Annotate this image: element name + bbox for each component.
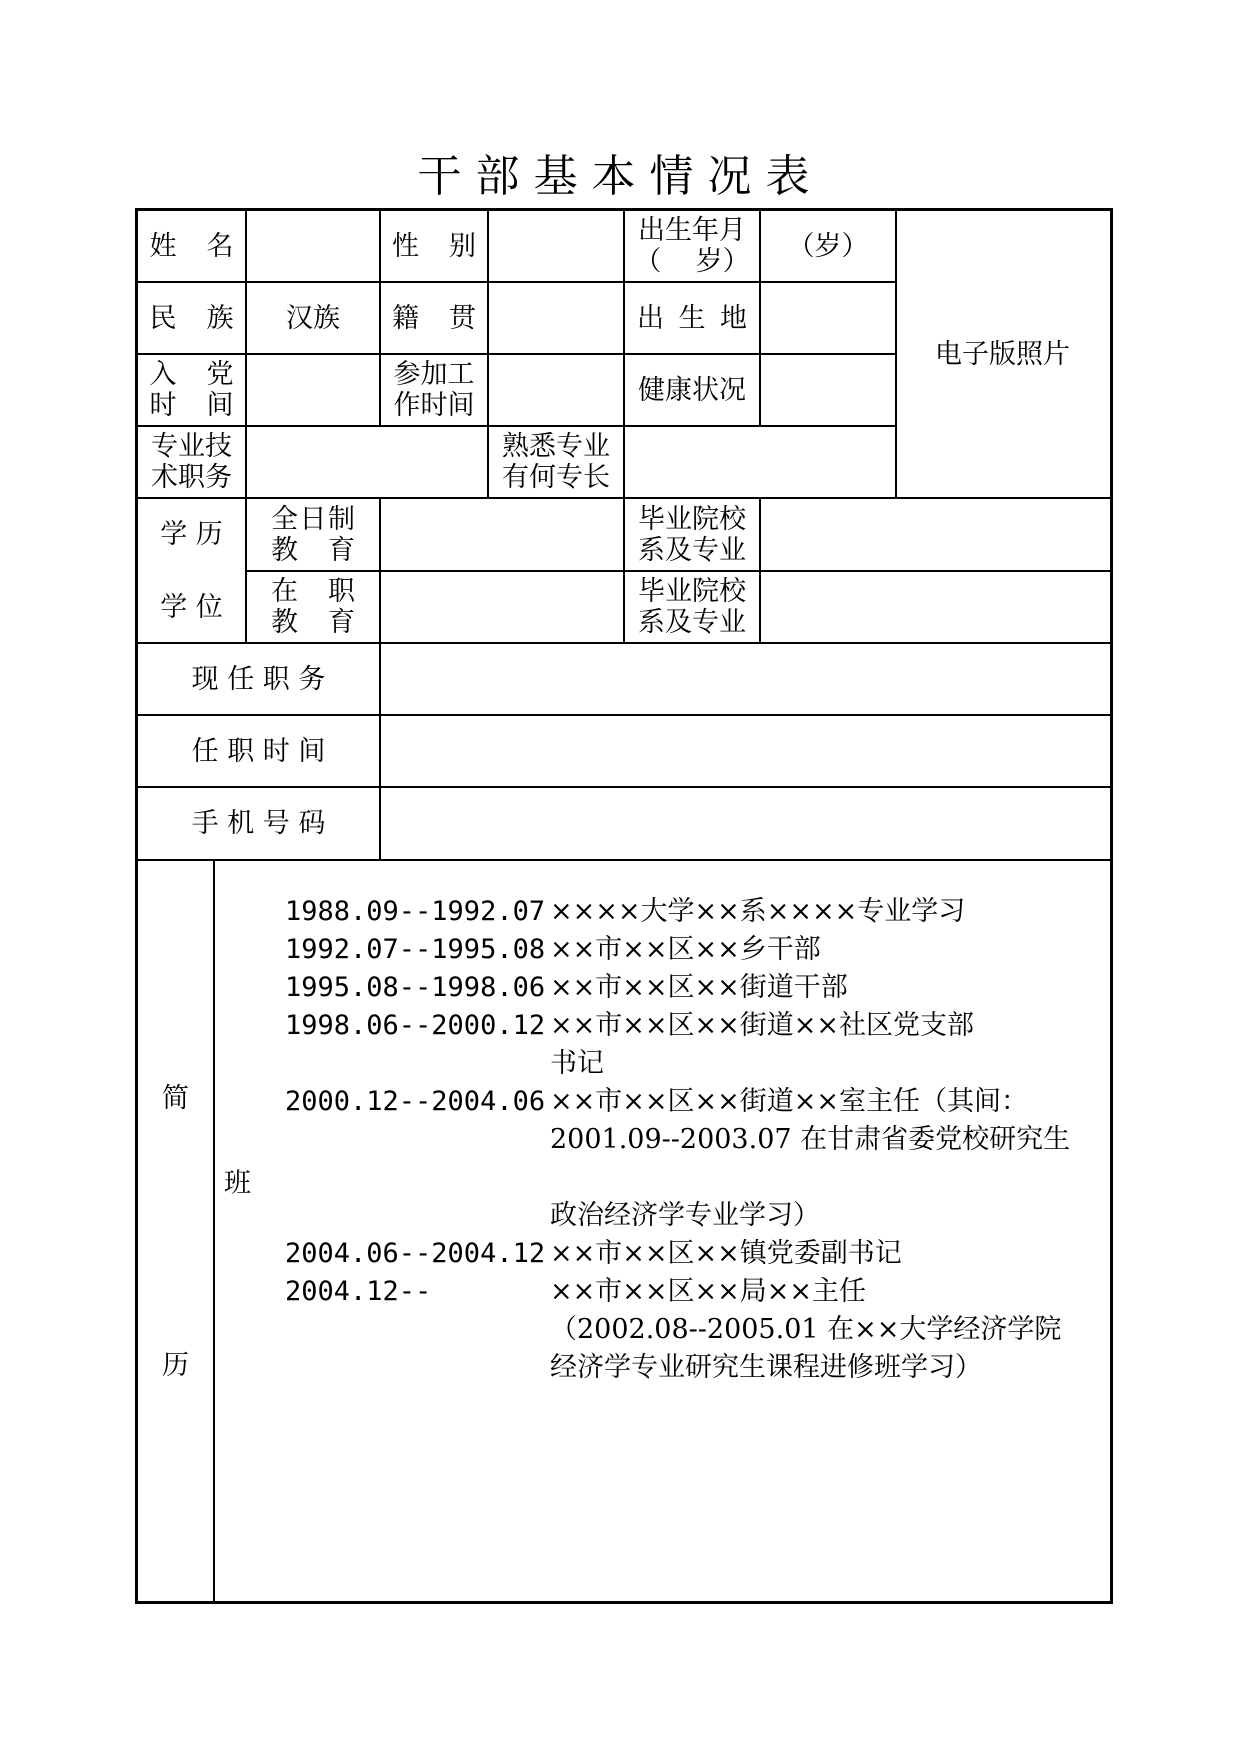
name-label [138,211,245,281]
resume-text: ××市××区××街道××社区党支部 [550,1010,974,1041]
school1-label-line1: 毕业院校 [638,503,746,535]
gender-label [381,211,487,281]
cadre-form [135,208,1111,1602]
position-time-label-text: 任 职 时 间 [191,735,326,767]
school2-field[interactable] [761,572,1108,642]
resume-text: ××××大学××系××××专业学习 [550,896,966,927]
name-label-text: 姓 名 [149,230,234,262]
inservice-label-line2: 教 育 [271,607,355,638]
native-place-label-text: 籍 贯 [392,302,476,334]
resume-period: 1998.06--2000.12 [285,1010,546,1041]
tech-title-label [138,427,245,497]
position-time-label [138,716,379,786]
party-time-field[interactable] [247,355,379,425]
birthplace-label-text: 出 生 地 [637,302,747,334]
school2-label [625,572,759,642]
resume-text: ××市××区××街道××室主任（其间： [550,1086,1028,1117]
fulltime-label-line1: 全日制 [271,503,355,535]
work-label-line1: 参加工 [393,359,475,390]
resume-text: ××市××区××乡干部 [550,934,821,965]
native-place-label [381,283,487,353]
resume-label-char3-text: 历 [162,1349,189,1381]
resume-text: （2002.08--2005.01 在××大学经济学院 [550,1314,1062,1345]
tech-label-line2: 术职务 [151,462,232,493]
resume-text: ××市××区××局××主任 [550,1276,866,1307]
resume-content[interactable] [215,893,1108,1593]
work-time-field[interactable] [489,355,623,425]
work-label-line2: 作时间 [393,390,475,421]
birth-label-line1: 出生年月 [638,215,746,246]
health-label [625,355,759,425]
gender-label-text: 性 别 [392,230,476,262]
phone-label-text: 手 机 号 码 [191,808,326,839]
age-value: （岁） [787,230,869,262]
inservice-label-line1: 在 职 [271,576,355,607]
degree-label [138,572,245,642]
resume-label-char-1 [138,1078,213,1118]
skill-label-line2: 有何专长 [502,462,610,493]
fulltime-label-line2: 教 育 [271,534,355,566]
current-position-label-text: 现 任 职 务 [191,663,326,695]
resume-label-char1-text: 简 [162,1082,189,1114]
resume-period: 1988.09--1992.07 [285,896,546,927]
work-time-label [381,355,487,425]
inservice-edu-field[interactable] [381,572,623,642]
birthplace-field[interactable] [761,283,895,353]
resume-period: 2000.12--2004.06 [285,1086,546,1117]
resume-label-char2-text: 班 [224,1167,251,1199]
birth-label [625,211,759,281]
party-label-line1: 入 党 [149,359,234,390]
resume-text: ××市××区××街道干部 [550,972,848,1003]
inservice-edu-label [247,572,379,642]
resume-period: 1992.07--1995.08 [285,934,546,965]
ethnicity-field[interactable] [247,283,379,353]
school2-label-line2: 系及专业 [638,607,746,638]
fulltime-edu-label [247,499,379,570]
current-position-field[interactable] [381,644,1108,714]
photo-placeholder[interactable] [897,211,1108,497]
resume-text: 政治经济学专业学习） [550,1200,820,1231]
ethnicity-label-text: 民 族 [149,302,234,334]
position-time-field[interactable] [381,716,1108,786]
birth-label-line2: （ 岁） [634,246,750,277]
party-time-label [138,355,245,425]
health-label-text: 健康状况 [638,374,746,406]
resume-period: 1995.08--1998.06 [285,972,546,1003]
school1-field[interactable] [761,499,1108,570]
degree-label-text: 学 位 [160,591,223,623]
birthplace-label [625,283,759,353]
gender-field[interactable] [489,211,623,281]
resume-period: 2004.06--2004.12 [285,1238,546,1269]
fulltime-edu-field[interactable] [381,499,623,570]
school2-label-line1: 毕业院校 [638,576,746,607]
age-field[interactable] [761,211,895,281]
resume-text: 经济学专业研究生课程进修班学习） [550,1352,982,1383]
page-title: 干部基本情况表 [417,151,824,202]
phone-label [138,788,379,859]
school1-label-line2: 系及专业 [638,534,746,566]
skill-label [489,427,623,497]
photo-label: 电子版照片 [935,338,1070,370]
health-field[interactable] [761,355,895,425]
tech-title-field[interactable] [247,427,487,497]
skill-field[interactable] [625,427,895,497]
row-divider [135,859,1111,861]
ethnicity-value: 汉族 [286,302,340,334]
current-position-label [138,644,379,714]
name-field[interactable] [247,211,379,281]
resume-period: 2004.12-- [285,1276,432,1307]
resume-text: 2001.09--2003.07 在甘肃省委党校研究生 [550,1124,1071,1155]
tech-label-line1: 专业技 [151,431,232,462]
party-label-line2: 时 间 [149,390,234,421]
resume-text: ××市××区××镇党委副书记 [550,1238,902,1269]
phone-field[interactable] [381,788,1108,859]
school1-label [625,499,759,570]
education-label-text: 学 历 [160,519,223,550]
education-label [138,499,245,570]
ethnicity-label [138,283,245,353]
native-place-field[interactable] [489,283,623,353]
resume-text: 书记 [550,1048,604,1079]
skill-label-line1: 熟悉专业 [502,431,610,462]
resume-label-char-3 [138,1345,213,1385]
